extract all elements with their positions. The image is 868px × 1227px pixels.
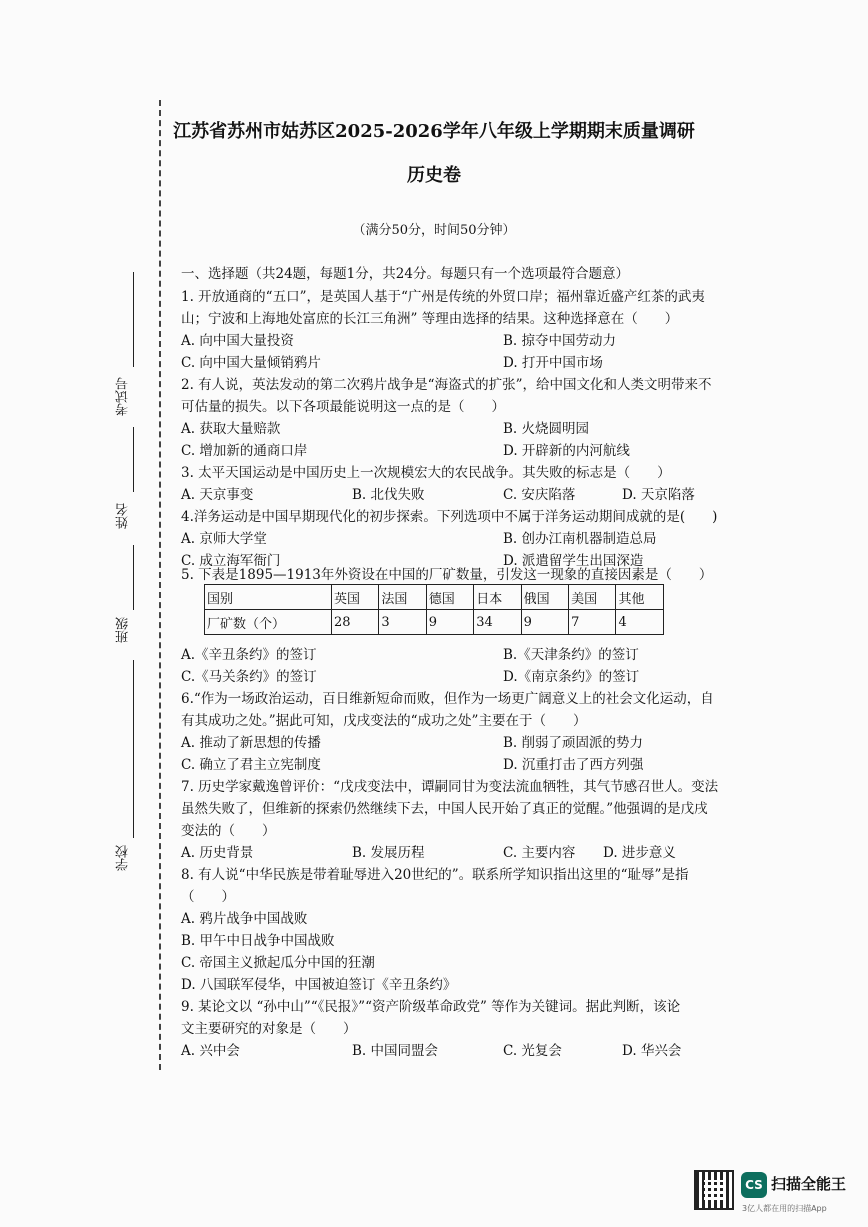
q1-option-c: C. 向中国大量倾销鸦片 (181, 355, 321, 371)
table-cell: 28 (331, 610, 378, 635)
q5-option-c: C.《马关条约》的签订 (181, 669, 317, 685)
table-row (205, 610, 664, 635)
page-subtitle: 历史卷 (407, 165, 461, 186)
q4-option-b: B. 创办江南机器制造总局 (503, 531, 657, 547)
school-label: 学校 (116, 845, 131, 871)
score-time-note: （满分50分，时间50分钟） (352, 223, 516, 238)
table-cell: 其他 (616, 585, 664, 610)
name-label: 姓名 (116, 503, 131, 529)
table-cell: 英国 (331, 585, 378, 610)
class-label: 班级 (116, 617, 131, 643)
question-5-stem: 5. 下表是1895—1913年外资设在中国的厂矿数量，引发这一现象的直接因素是（ ） (181, 567, 713, 583)
table-cell: 34 (474, 610, 521, 635)
table-cell: 俄国 (521, 585, 568, 610)
exam-no-underline (133, 272, 134, 367)
q6-option-c: C. 确立了君主立宪制度 (181, 757, 321, 773)
question-9-stem-cont: 文主要研究的对象是（ ） (181, 1021, 357, 1037)
q7-option-a: A. 历史背景 (181, 845, 254, 861)
table-cell: 9 (426, 610, 473, 635)
qr-code-icon (694, 1170, 734, 1210)
question-9-stem: 9. 某论文以 “孙中山”“《民报》”“资产阶级革命政党” 等作为关键词。据此判断，该论 (181, 999, 681, 1015)
q5-option-d: D.《南京条约》的签订 (503, 669, 640, 685)
class-underline (133, 545, 134, 610)
table-cell: 厂矿数（个） (205, 610, 332, 635)
q8-option-b: B. 甲午中日战争中国战败 (181, 933, 335, 949)
app-tagline: 3亿人都在用的扫描App (742, 1204, 827, 1213)
q3-option-d: D. 天京陷落 (622, 487, 695, 503)
q8-option-c: C. 帝国主义掀起瓜分中国的狂潮 (181, 955, 375, 971)
table-cell: 法国 (379, 585, 426, 610)
camscanner-logo-icon: CS (741, 1172, 767, 1198)
binding-dashed-line (159, 100, 161, 1070)
question-1-stem-cont: 山；宁波和上海地处富庶的长江三角洲” 等理由选择的结果。这种选择意在（ ） (181, 311, 679, 327)
table-cell: 德国 (426, 585, 473, 610)
question-6-stem-cont: 有其成功之处。”据此可知，戊戌变法的“成功之处”主要在于（ ） (181, 713, 587, 729)
q8-option-d: D. 八国联军侵华，中国被迫签订《辛丑条约》 (181, 977, 457, 993)
q8-option-a: A. 鸦片战争中国战败 (181, 911, 308, 927)
table-cell: 4 (616, 610, 664, 635)
q9-option-c: C. 光复会 (503, 1043, 562, 1059)
table-cell: 7 (569, 610, 616, 635)
exam-no-label: 考试号 (116, 377, 131, 416)
q3-option-c: C. 安庆陷落 (503, 487, 576, 503)
q1-option-a: A. 向中国大量投资 (181, 333, 294, 349)
question-7-stem: 7. 历史学家戴逸曾评价：“戊戌变法中，谭嗣同甘为变法流血牺牲，其气节感召世人。变法 (181, 779, 719, 795)
table-cell: 国别 (205, 585, 332, 610)
q5-option-a: A.《辛丑条约》的签订 (181, 647, 317, 663)
name-underline (133, 427, 134, 492)
q6-option-a: A. 推动了新思想的传播 (181, 735, 321, 751)
q3-option-a: A. 天京事变 (181, 487, 254, 503)
q2-option-c: C. 增加新的通商口岸 (181, 443, 308, 459)
q6-option-d: D. 沉重打击了西方列强 (503, 757, 644, 773)
app-name: 扫描全能王 (771, 1175, 847, 1193)
q4-option-c: C. 成立海军衙门 (181, 553, 281, 569)
q2-option-a: A. 获取大量赔款 (181, 421, 281, 437)
question-8-stem-cont: （ ） (181, 889, 235, 905)
question-1-stem: 1. 开放通商的“五口”，是英国人基于“广州是传统的外贸口岸；福州靠近盛产红茶的武夷 (181, 289, 705, 305)
q2-option-d: D. 开辟新的内河航线 (503, 443, 630, 459)
section-heading: 一、选择题（共24题，每题1分，共24分。每题只有一个选项最符合题意） (181, 266, 629, 282)
q2-option-b: B. 火烧圆明园 (503, 421, 590, 437)
question-4-stem: 4.洋务运动是中国早期现代化的初步探索。下列选项中不属于洋务运动期间成就的是( ) (181, 509, 718, 525)
question-3-stem: 3. 太平天国运动是中国历史上一次规模宏大的农民战争。其失败的标志是（ ） (181, 465, 671, 481)
table-header-row (205, 585, 664, 610)
q9-option-d: D. 华兴会 (622, 1043, 682, 1059)
table-cell: 9 (521, 610, 568, 635)
q7-option-b: B. 发展历程 (352, 845, 425, 861)
factory-count-table (204, 584, 664, 635)
school-underline (133, 660, 134, 838)
q7-option-d: D. 进步意义 (603, 845, 676, 861)
question-8-stem: 8. 有人说“中华民族是带着耻辱进入20世纪的”。联系所学知识指出这里的“耻辱”是指 (181, 867, 689, 883)
page-title: 江苏省苏州市姑苏区2025-2026学年八年级上学期期末质量调研 (173, 121, 695, 142)
q4-option-d: D. 派遣留学生出国深造 (503, 553, 644, 569)
question-2-stem: 2. 有人说，英法发动的第二次鸦片战争是“海盗式的扩张”，给中国文化和人类文明带来不 (181, 377, 712, 393)
q5-option-b: B.《天津条约》的签订 (503, 647, 639, 663)
question-2-stem-cont: 可估量的损失。以下各项最能说明这一点的是（ ） (181, 399, 505, 415)
question-6-stem: 6.“作为一场政治运动，百日维新短命而败，但作为一场更广阔意义上的社会文化运动，自 (181, 691, 714, 707)
question-7-stem-cont2: 变法的（ ） (181, 823, 276, 839)
question-7-stem-cont: 虽然失败了，但维新的探索仍然继续下去，中国人民开始了真正的觉醒。”他强调的是戊戌 (181, 801, 708, 817)
q9-option-b: B. 中国同盟会 (352, 1043, 439, 1059)
q9-option-a: A. 兴中会 (181, 1043, 240, 1059)
q6-option-b: B. 削弱了顽固派的势力 (503, 735, 644, 751)
q7-option-c: C. 主要内容 (503, 845, 576, 861)
q4-option-a: A. 京师大学堂 (181, 531, 267, 547)
q3-option-b: B. 北伐失败 (352, 487, 425, 503)
table-cell: 3 (379, 610, 426, 635)
table-cell: 美国 (569, 585, 616, 610)
table-cell: 日本 (474, 585, 521, 610)
q1-option-d: D. 打开中国市场 (503, 355, 603, 371)
q1-option-b: B. 掠夺中国劳动力 (503, 333, 617, 349)
